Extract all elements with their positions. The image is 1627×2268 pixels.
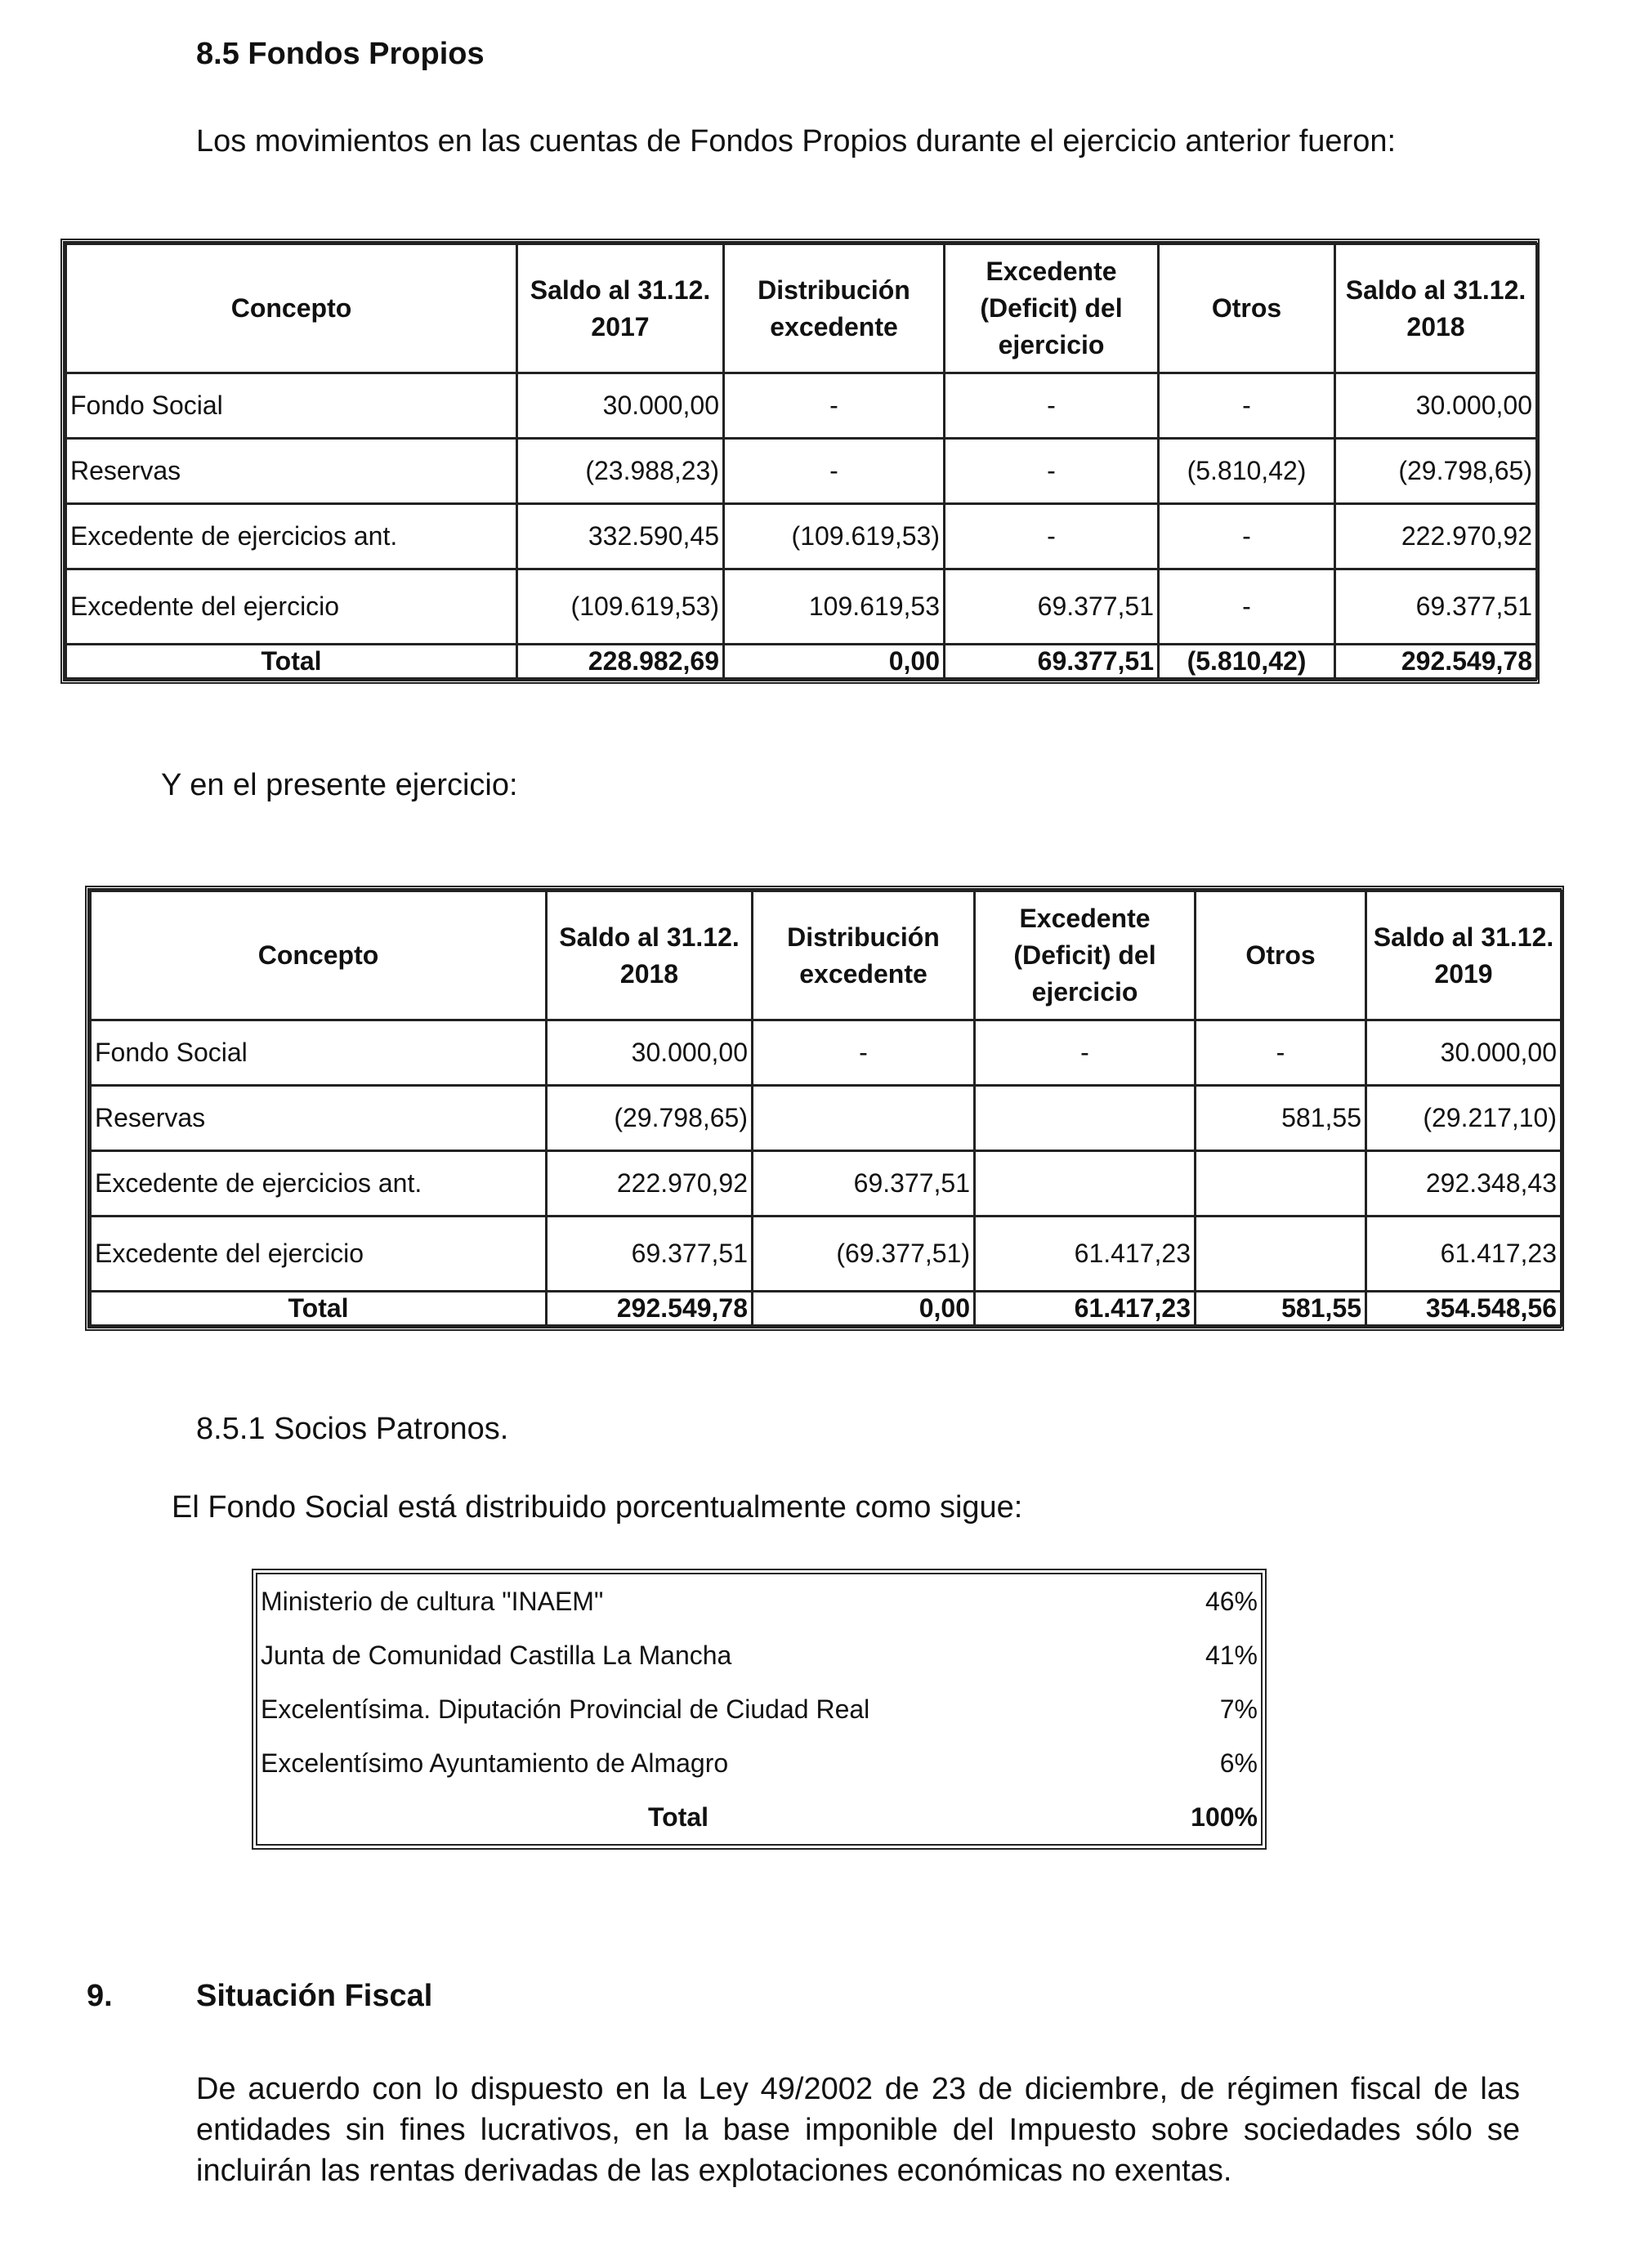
- intro-paragraph: Los movimientos en las cuentas de Fondos Propios durante el ejercicio anterior fueron:: [196, 124, 1397, 158]
- header-saldo-final: Saldo al 31.12. 2019: [1366, 891, 1562, 1020]
- cell-value: -: [1159, 504, 1335, 569]
- cell-value: (23.988,23): [517, 439, 724, 504]
- table-row: [66, 504, 1537, 569]
- cell-value: 69.377,51: [1335, 569, 1537, 645]
- cell-value: -: [724, 439, 945, 504]
- cell-value: 109.619,53: [724, 569, 945, 645]
- cell-value: (69.377,51): [753, 1217, 975, 1292]
- cell-concepto: Excedente del ejercicio: [66, 569, 517, 645]
- header-concepto: Concepto: [91, 891, 547, 1020]
- cell-value: 292.348,43: [1366, 1151, 1562, 1217]
- cell-value: [1196, 1217, 1366, 1292]
- header-saldo-inicial: Saldo al 31.12. 2017: [517, 244, 724, 373]
- cell-value: 30.000,00: [517, 373, 724, 439]
- cell-percent: 46%: [1205, 1586, 1258, 1616]
- cell-percent: 41%: [1205, 1640, 1258, 1670]
- header-saldo-final: Saldo al 31.12. 2018: [1335, 244, 1537, 373]
- cell-total: (5.810,42): [1159, 645, 1335, 679]
- table-row: [66, 569, 1537, 645]
- cell-value: -: [945, 504, 1159, 569]
- table-row: [257, 1628, 1261, 1682]
- cell-total: 100%: [1191, 1801, 1258, 1832]
- cell-entity: Junta de Comunidad Castilla La Mancha: [261, 1640, 732, 1670]
- cell-total-label: Total: [91, 1292, 547, 1326]
- cell-value: (5.810,42): [1159, 439, 1335, 504]
- cell-total-label: Total: [647, 1801, 709, 1832]
- section-number: 9.: [87, 1979, 113, 2013]
- fondos-table-2019: [85, 886, 1564, 1331]
- header-distribucion: Distribución excedente: [724, 244, 945, 373]
- cell-value: -: [1159, 373, 1335, 439]
- table-total-row: [91, 1292, 1562, 1326]
- cell-value: 30.000,00: [547, 1020, 753, 1086]
- table-row: [66, 439, 1537, 504]
- table-row: [91, 1086, 1562, 1151]
- fondo-intro: El Fondo Social está distribuido porcentualmente como sigue:: [172, 1490, 1023, 1525]
- fondos-table-2018: [60, 239, 1540, 684]
- fondo-social-table: [252, 1569, 1267, 1850]
- subheading: 8.5.1 Socios Patronos.: [196, 1412, 509, 1446]
- table-total-row: [66, 645, 1537, 679]
- cell-concepto: Excedente del ejercicio: [91, 1217, 547, 1292]
- cell-total: 354.548,56: [1366, 1292, 1562, 1326]
- cell-value: 222.970,92: [1335, 504, 1537, 569]
- table-row: [66, 373, 1537, 439]
- cell-concepto: Reservas: [91, 1086, 547, 1151]
- cell-concepto: Fondo Social: [66, 373, 517, 439]
- cell-percent: 7%: [1219, 1694, 1258, 1724]
- cell-value: [1196, 1151, 1366, 1217]
- cell-value: 61.417,23: [975, 1217, 1196, 1292]
- cell-total: 292.549,78: [1335, 645, 1537, 679]
- table-row: [257, 1736, 1261, 1790]
- cell-total: 581,55: [1196, 1292, 1366, 1326]
- cell-value: 332.590,45: [517, 504, 724, 569]
- cell-value: (109.619,53): [517, 569, 724, 645]
- cell-value: 69.377,51: [945, 569, 1159, 645]
- cell-total: 228.982,69: [517, 645, 724, 679]
- cell-entity: Ministerio de cultura "INAEM": [261, 1586, 604, 1616]
- table-header-row: [66, 244, 1537, 373]
- table-total-row: [257, 1790, 1261, 1844]
- table-row: [91, 1151, 1562, 1217]
- header-otros: Otros: [1159, 244, 1335, 373]
- cell-concepto: Excedente de ejercicios ant.: [66, 504, 517, 569]
- cell-value: [975, 1151, 1196, 1217]
- table-row: [91, 1020, 1562, 1086]
- header-excedente: Excedente (Deficit) del ejercicio: [975, 891, 1196, 1020]
- header-excedente: Excedente (Deficit) del ejercicio: [945, 244, 1159, 373]
- cell-value: -: [753, 1020, 975, 1086]
- cell-total: 69.377,51: [945, 645, 1159, 679]
- header-saldo-inicial: Saldo al 31.12. 2018: [547, 891, 753, 1020]
- cell-concepto: Excedente de ejercicios ant.: [91, 1151, 547, 1217]
- cell-value: (29.798,65): [547, 1086, 753, 1151]
- table-row: [257, 1682, 1261, 1736]
- cell-value: -: [1159, 569, 1335, 645]
- cell-value: [975, 1086, 1196, 1151]
- header-distribucion: Distribución excedente: [753, 891, 975, 1020]
- cell-value: 581,55: [1196, 1086, 1366, 1151]
- present-paragraph: Y en el presente ejercicio:: [161, 768, 518, 802]
- cell-value: -: [975, 1020, 1196, 1086]
- table-row: [91, 1217, 1562, 1292]
- cell-value: 69.377,51: [753, 1151, 975, 1217]
- cell-value: [753, 1086, 975, 1151]
- cell-value: (29.798,65): [1335, 439, 1537, 504]
- cell-entity: Excelentísima. Diputación Provincial de Ciudad Real: [261, 1694, 870, 1724]
- header-concepto: Concepto: [66, 244, 517, 373]
- table-header-row: [91, 891, 1562, 1020]
- cell-value: (109.619,53): [724, 504, 945, 569]
- cell-total: 0,00: [753, 1292, 975, 1326]
- cell-total: 61.417,23: [975, 1292, 1196, 1326]
- cell-total: 0,00: [724, 645, 945, 679]
- cell-entity: Excelentísimo Ayuntamiento de Almagro: [261, 1748, 729, 1778]
- cell-value: 69.377,51: [547, 1217, 753, 1292]
- cell-concepto: Fondo Social: [91, 1020, 547, 1086]
- cell-percent: 6%: [1219, 1748, 1258, 1778]
- cell-concepto: Reservas: [66, 439, 517, 504]
- section-heading: 8.5 Fondos Propios: [196, 37, 485, 71]
- cell-value: 222.970,92: [547, 1151, 753, 1217]
- cell-total-label: Total: [66, 645, 517, 679]
- header-otros: Otros: [1196, 891, 1366, 1020]
- cell-value: 30.000,00: [1366, 1020, 1562, 1086]
- section-title: Situación Fiscal: [196, 1979, 433, 2013]
- cell-value: 61.417,23: [1366, 1217, 1562, 1292]
- cell-value: -: [945, 373, 1159, 439]
- cell-value: (29.217,10): [1366, 1086, 1562, 1151]
- cell-value: -: [945, 439, 1159, 504]
- table-row: [257, 1574, 1261, 1628]
- cell-value: -: [1196, 1020, 1366, 1086]
- cell-total: 292.549,78: [547, 1292, 753, 1326]
- cell-value: 30.000,00: [1335, 373, 1537, 439]
- cell-value: -: [724, 373, 945, 439]
- fiscal-paragraph: De acuerdo con lo dispuesto en la Ley 49/2002 de 23 de diciembre, de régimen fiscal de las entidades sin fines lucrativos, en la base imponible del Impuesto sobre sociedades sólo se incluirán las rentas derivadas de las explotaciones económicas no exentas.: [196, 2072, 1520, 2188]
